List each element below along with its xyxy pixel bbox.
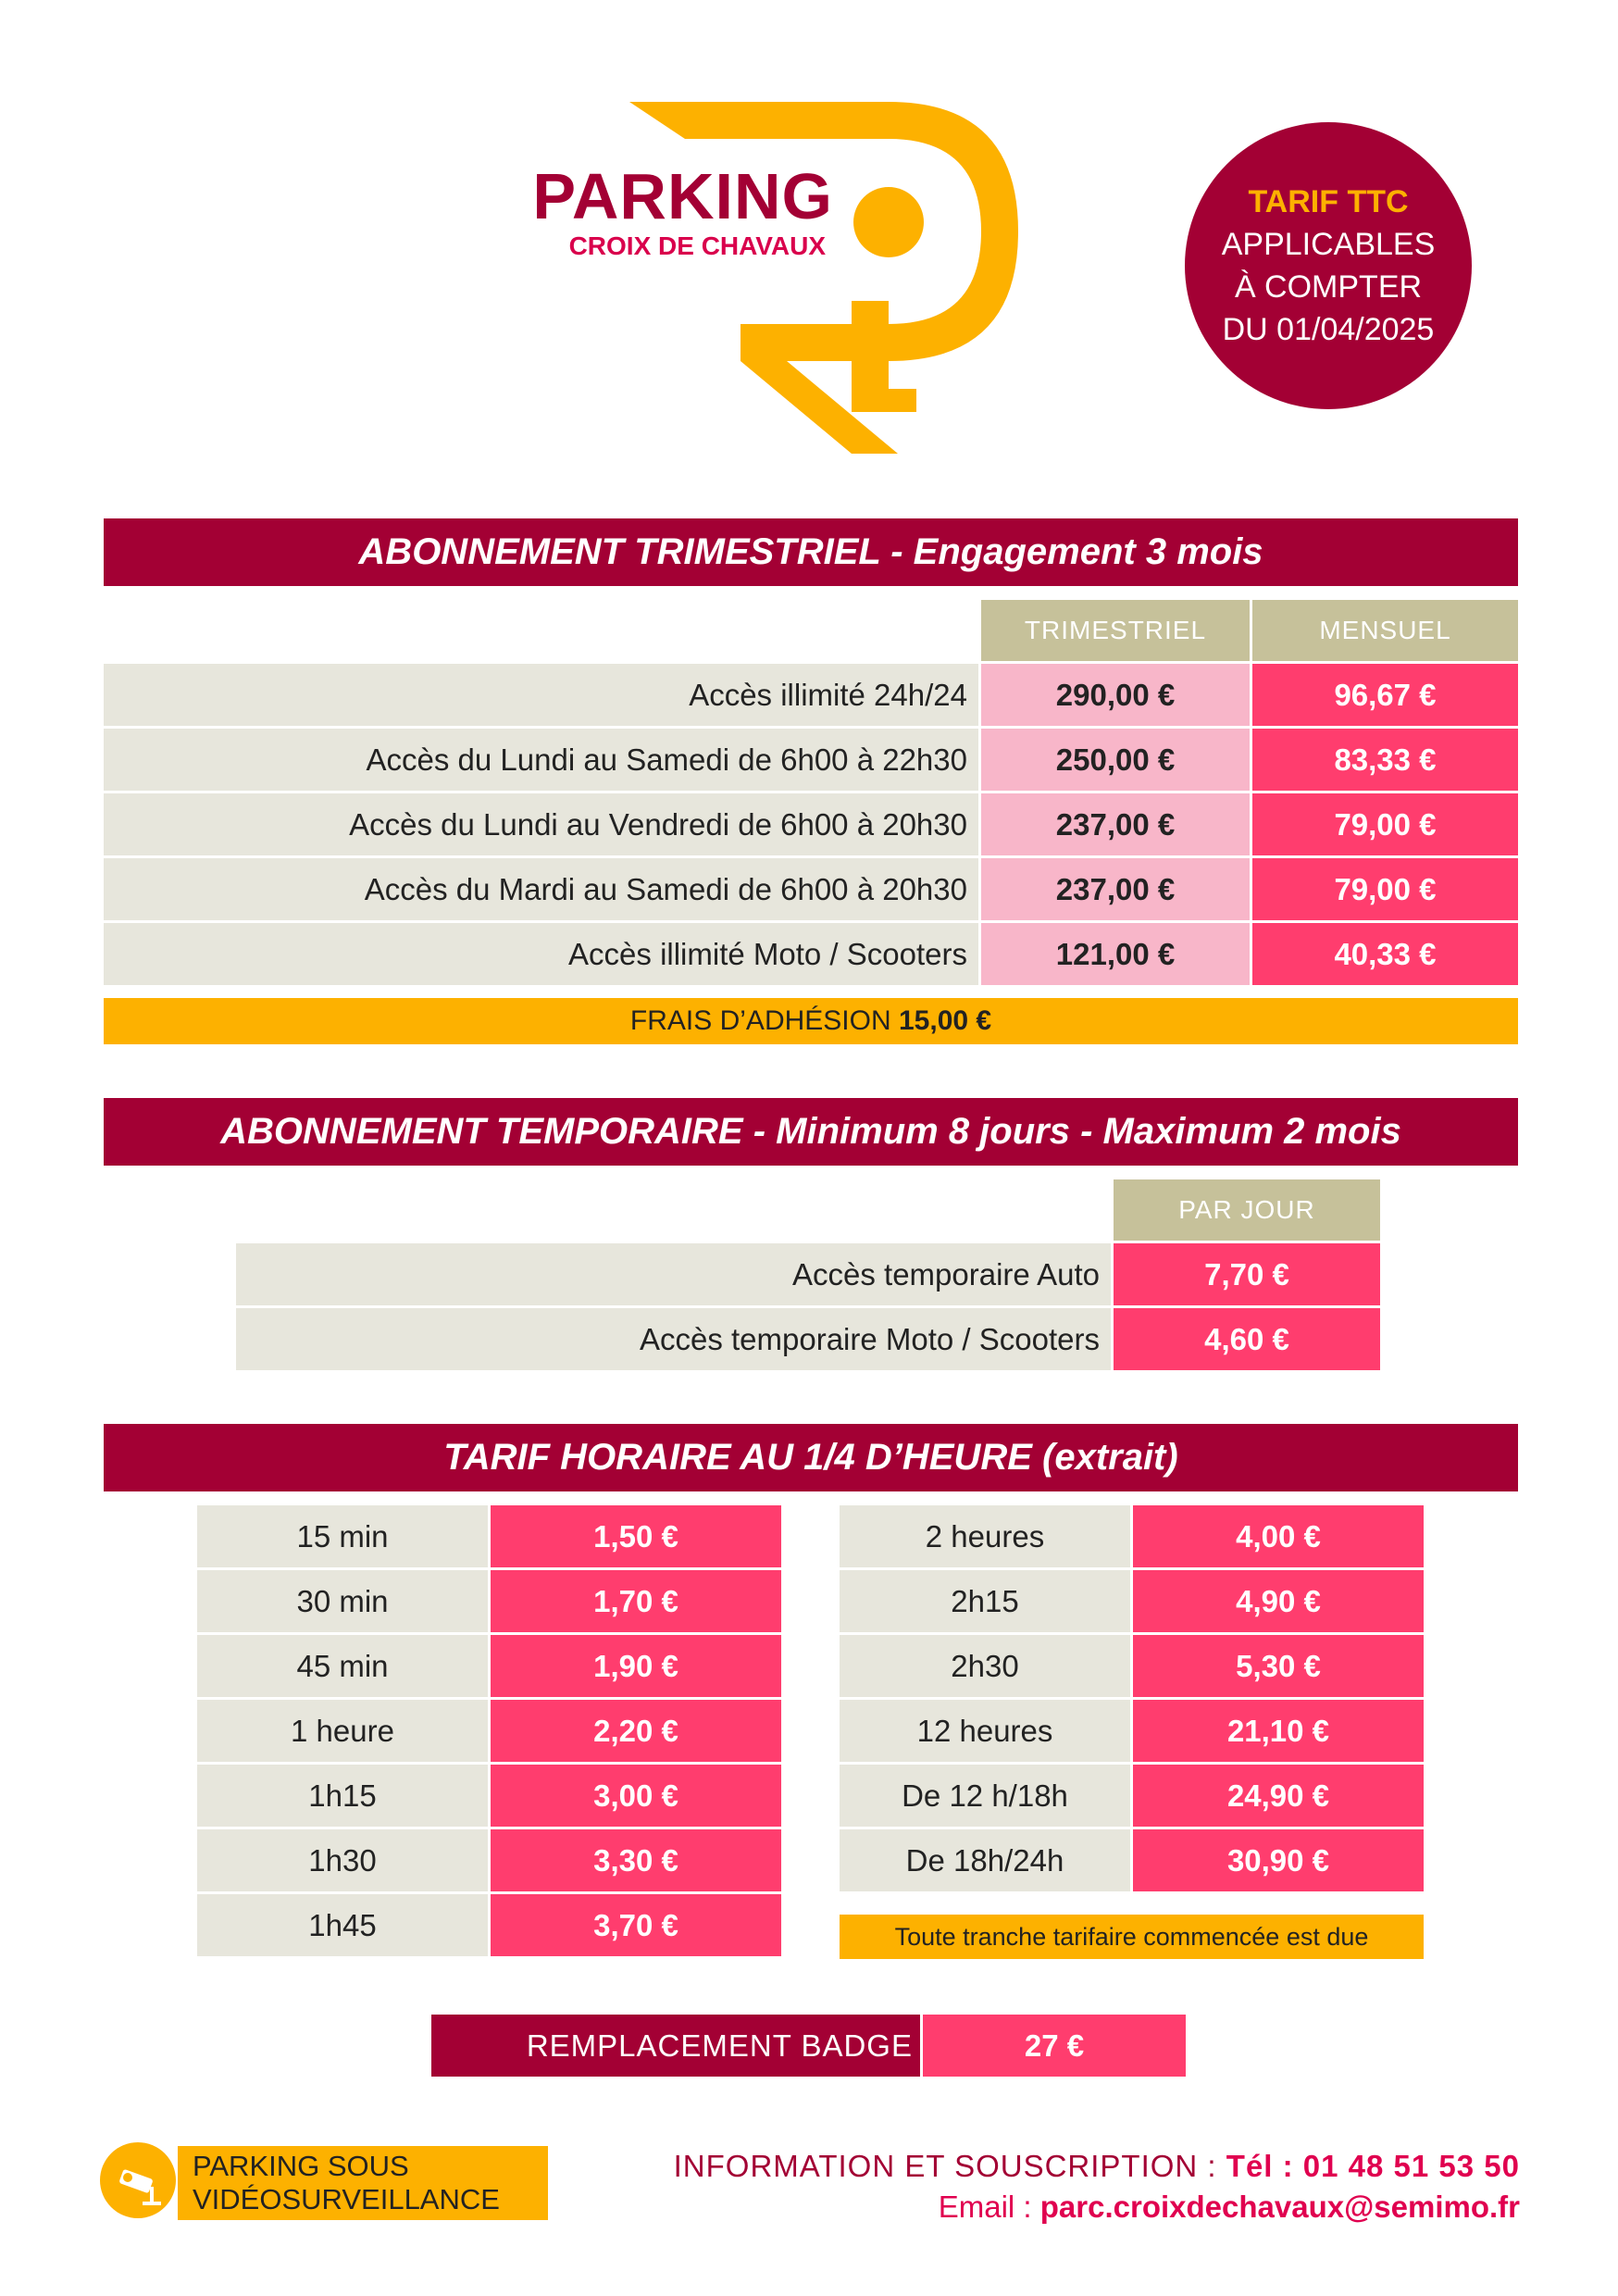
camera-icon [100,2142,176,2218]
row-label: Accès du Lundi au Samedi de 6h00 à 22h30 [104,729,978,791]
badge-replacement-label: REMPLACEMENT BADGE [431,2015,920,2077]
price-mensuel: 79,00 € [1252,793,1518,855]
table-row [840,1635,1424,1697]
badge-line-2: APPLICABLES [1221,227,1436,262]
table-row [197,1765,781,1827]
duration-label: De 12 h/18h [840,1765,1130,1827]
price-mensuel: 83,33 € [1252,729,1518,791]
table-row [104,858,1518,920]
section-title-trimestriel: ABONNEMENT TRIMESTRIEL - Engagement 3 mois [104,518,1518,586]
duration-price: 1,50 € [491,1505,781,1567]
price-trimestriel: 250,00 € [981,729,1250,791]
section-title-temporaire: ABONNEMENT TEMPORAIRE - Minimum 8 jours - Maximum 2 mois [104,1098,1518,1166]
email-label: Email : [938,2190,1032,2224]
table-row [104,664,1518,726]
duration-price: 3,00 € [491,1765,781,1827]
duration-price: 24,90 € [1133,1765,1424,1827]
price-trimestriel: 237,00 € [981,793,1250,855]
fee-value: 15,00 € [898,1005,992,1036]
table-row [840,1700,1424,1762]
duration-price: 1,90 € [491,1635,781,1697]
membership-fee-bar [104,998,1518,1044]
row-label: Accès du Mardi au Samedi de 6h00 à 20h30 [104,858,978,920]
logo-title: PARKING [532,160,833,232]
table-row [104,923,1518,985]
table-row [197,1829,781,1891]
duration-label: 2 heures [840,1505,1130,1567]
price-mensuel: 79,00 € [1252,858,1518,920]
video-line-2: VIDÉOSURVEILLANCE [193,2183,500,2215]
table-row [840,1765,1424,1827]
duration-label: 12 heures [840,1700,1130,1762]
duration-price: 4,00 € [1133,1505,1424,1567]
table-row [197,1570,781,1632]
table-row [840,1829,1424,1891]
video-line-1: PARKING SOUS [193,2150,409,2182]
duration-price: 5,30 € [1133,1635,1424,1697]
tariff-date-badge [1185,122,1472,409]
price-per-day: 7,70 € [1114,1243,1380,1305]
email-link[interactable]: parc.croixdechavaux@semimo.fr [1039,2190,1520,2224]
duration-label: 1 heure [197,1700,488,1762]
fee-label: FRAIS D’ADHÉSION [629,1005,891,1036]
table-row [840,1505,1424,1567]
duration-label: 1h15 [197,1765,488,1827]
logo [518,93,1111,463]
price-trimestriel: 121,00 € [981,923,1250,985]
duration-price: 1,70 € [491,1570,781,1632]
duration-price: 3,70 € [491,1894,781,1956]
price-mensuel: 96,67 € [1252,664,1518,726]
badge-line-3: À COMPTER [1234,269,1423,305]
table-row [104,793,1518,855]
row-label: Accès temporaire Moto / Scooters [236,1308,1111,1370]
price-trimestriel: 237,00 € [981,858,1250,920]
table-row [236,1308,1380,1370]
badge-line-4: DU 01/04/2025 [1222,312,1435,347]
info-label: INFORMATION ET SOUSCRIPTION : [673,2149,1217,2183]
duration-price: 30,90 € [1133,1829,1424,1891]
tariff-note: Toute tranche tarifaire commencée est due [840,1915,1424,1959]
badge-replacement-price: 27 € [923,2015,1186,2077]
price-per-day: 4,60 € [1114,1308,1380,1370]
table-row [236,1243,1380,1305]
logo-r-shape [518,93,1111,463]
price-trimestriel: 290,00 € [981,664,1250,726]
duration-price: 3,30 € [491,1829,781,1891]
duration-price: 4,90 € [1133,1570,1424,1632]
table-row [197,1894,781,1956]
badge-replacement-row [431,2015,1186,2077]
contact-info [592,2146,1520,2227]
section-title-horaire: TARIF HORAIRE AU 1/4 D’HEURE (extrait) [104,1424,1518,1491]
badge-line-1: TARIF TTC [1248,184,1409,219]
duration-label: 30 min [197,1570,488,1632]
duration-label: 1h45 [197,1894,488,1956]
row-label: Accès temporaire Auto [236,1243,1111,1305]
video-surveillance-box [100,2139,550,2224]
duration-label: 2h15 [840,1570,1130,1632]
price-mensuel: 40,33 € [1252,923,1518,985]
table-row [840,1570,1424,1632]
duration-price: 2,20 € [491,1700,781,1762]
col-header-mensuel: MENSUEL [1252,600,1518,661]
row-label: Accès illimité Moto / Scooters [104,923,978,985]
table-row [197,1700,781,1762]
duration-price: 21,10 € [1133,1700,1424,1762]
col-header-par-jour: PAR JOUR [1114,1179,1380,1241]
row-label: Accès illimité 24h/24 [104,664,978,726]
phone-number[interactable]: Tél : 01 48 51 53 50 [1226,2149,1520,2183]
duration-label: 45 min [197,1635,488,1697]
duration-label: 2h30 [840,1635,1130,1697]
duration-label: 15 min [197,1505,488,1567]
duration-label: 1h30 [197,1829,488,1891]
duration-label: De 18h/24h [840,1829,1130,1891]
col-header-trimestriel: TRIMESTRIEL [981,600,1250,661]
row-label: Accès du Lundi au Vendredi de 6h00 à 20h30 [104,793,978,855]
logo-subtitle: CROIX DE CHAVAUX [568,231,826,260]
table-row [104,729,1518,791]
table-row [197,1505,781,1567]
table-row [197,1635,781,1697]
